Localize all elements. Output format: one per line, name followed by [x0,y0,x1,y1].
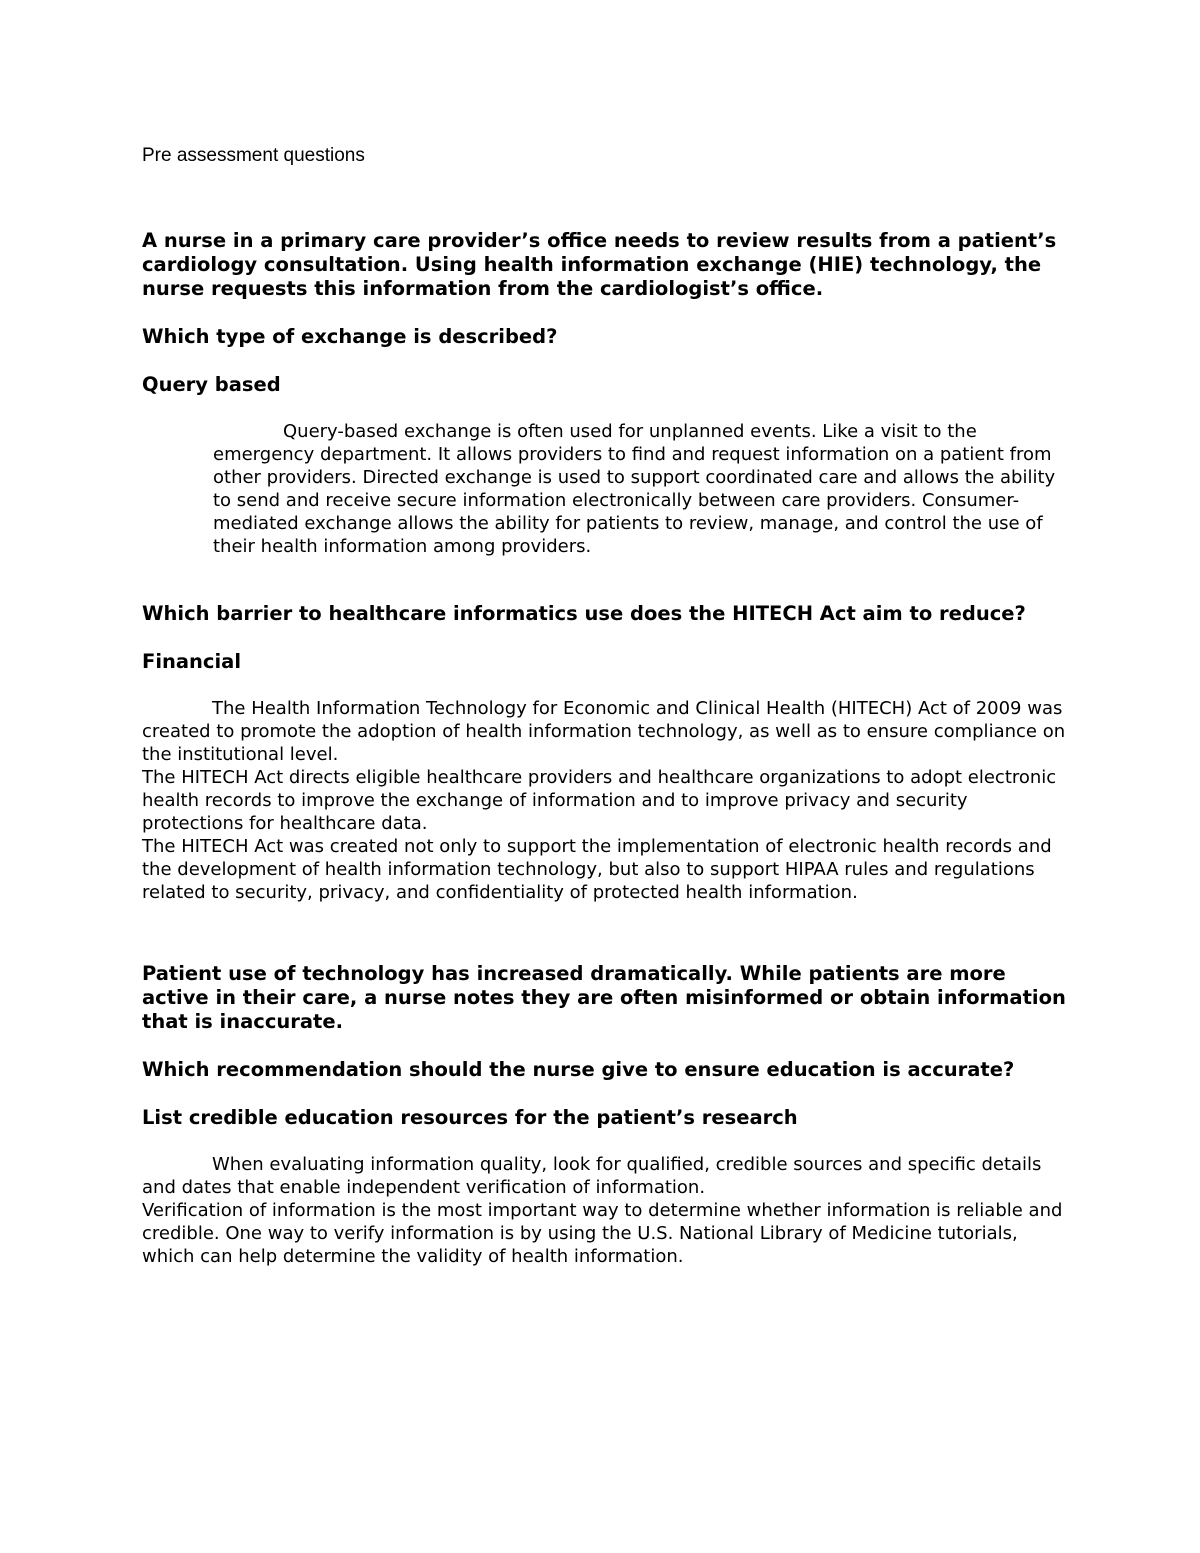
question-1-prompt: Which type of exchange is described? [142,325,558,348]
question-3-prompt: Which recommendation should the nurse give to ensure education is accurate? [142,1058,1015,1081]
question-3-scenario: Patient use of technology has increased dramatically. While patients are more active in their care, a nurse notes they are often misinformed or obtain information that is inaccurate. [142,962,1066,1033]
question-1-scenario: A nurse in a primary care provider’s office needs to review results from a patient’s cardiology consultation. Using health information exchange (HIE) technology, the nurse requests this information from the cardiologist’s office. [142,229,1057,300]
question-1-answer: Query based [142,373,281,396]
question-3-answer: List credible education resources for the patient’s research [142,1106,798,1129]
question-2-explanation-1: The Health Information Technology for Economic and Clinical Health (HITECH) Act of 2009 was created to promote the adoption of health information technology, as well as to ensure compliance on the institutional level. [142,698,1066,765]
question-2-prompt: Which barrier to healthcare informatics use does the HITECH Act aim to reduce? [142,602,1026,625]
question-3-explanation-2: Verification of information is the most important way to determine whether information is reliable and credible. One way to verify information is by using the U.S. National Library of Medicine tutorials, which can help determine the validity of health information. [142,1200,1063,1267]
question-2-explanation-2: The HITECH Act directs eligible healthcare providers and healthcare organizations to adopt electronic health records to improve the exchange of information and to improve privacy and security protections for healthcare data. [142,767,1057,834]
document-title: Pre assessment questions [142,145,365,166]
question-1-explanation: Query-based exchange is often used for unplanned events. Like a visit to the emergency department. It allows providers to find and request information on a patient from other providers. Directed exchange is used to support coordinated care and allows the ability to send and receive secure information electronically between care providers. Consumer-mediated exchange allows the ability for patients to review, manage, and control the use of their health information among providers. [213,421,1056,557]
question-3-explanation-1: When evaluating information quality, look for qualified, credible sources and specific details and dates that enable independent verification of information. [142,1154,1042,1198]
question-2-explanation-3: The HITECH Act was created not only to support the implementation of electronic health records and the development of health information technology, but also to support HIPAA rules and regulations related to security, privacy, and confidentiality of protected health information. [142,836,1052,903]
document-body [142,145,1067,1268]
question-2-answer: Financial [142,650,242,673]
